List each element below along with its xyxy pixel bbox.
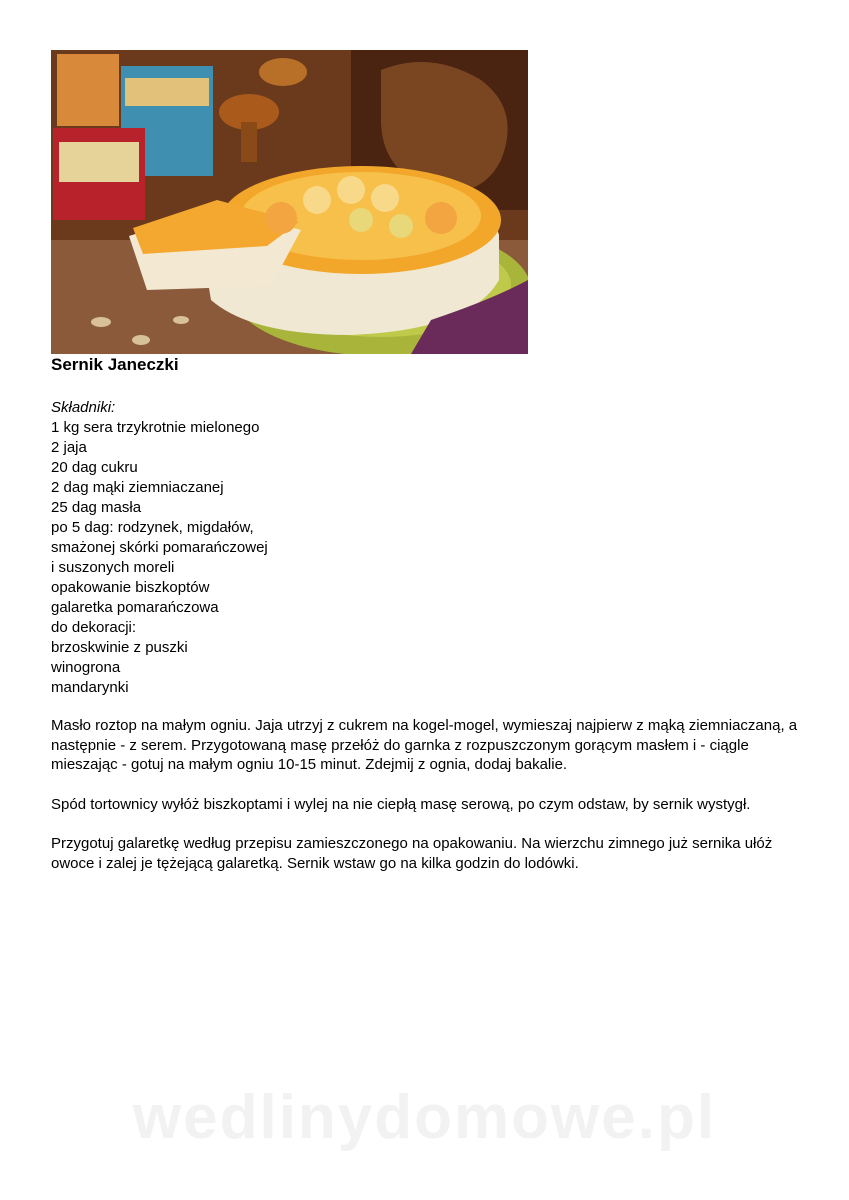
ingredient-item: 25 dag masła (51, 499, 142, 516)
ingredient-item: i suszonych moreli (51, 559, 175, 576)
ingredient-item: winogrona (51, 659, 121, 676)
ingredients-list (51, 418, 471, 698)
ingredient-item: opakowanie biszkoptów (51, 579, 210, 596)
step-paragraph: Spód tortownicy wyłóż biszkoptami i wylej na nie ciepłą masę serową, po czym odstaw, by sernik wystygł. (51, 795, 751, 813)
ingredient-item: do dekoracji: (51, 619, 137, 636)
preparation-steps (51, 716, 803, 893)
ingredient-item: galaretka pomarańczowa (51, 599, 219, 616)
recipe-title: Sernik Janeczki (51, 355, 179, 374)
ingredient-item: po 5 dag: rodzynek, migdałów, (51, 519, 254, 536)
ingredient-item: 2 jaja (51, 439, 87, 456)
cheesecake-photo (51, 50, 528, 354)
ingredients-section (51, 398, 471, 698)
ingredient-item: 20 dag cukru (51, 459, 138, 476)
ingredient-item: brzoskwinie z puszki (51, 639, 188, 656)
ingredient-item: mandarynki (51, 679, 129, 696)
ingredient-item: smażonej skórki pomarańczowej (51, 539, 268, 556)
cheesecake-illustration (51, 50, 528, 354)
site-watermark: wedlinydomowe.pl (132, 1083, 717, 1152)
ingredient-item: 1 kg sera trzykrotnie mielonego (51, 419, 260, 436)
step-paragraph: Masło roztop na małym ogniu. Jaja utrzyj z cukrem na kogel-mogel, wymieszaj najpierw z mąką ziemniaczaną, a następnie - z serem. Przygotowaną masę przełóż do garnka z rozpuszczonym gorącym masłem i - ciągle mieszając - gotuj na małym ogniu 10-15 minut. Zdejmij z ognia, dodaj bakalie. (51, 717, 798, 773)
step-paragraph: Przygotuj galaretkę według przepisu zamieszczonego na opakowaniu. Na wierzchu zimnego już sernika ułóż owoce i zalej je tężejącą galaretką. Sernik wstaw go na kilka godzin do lodówki. (51, 835, 773, 872)
ingredients-heading: Składniki: (51, 399, 116, 416)
ingredient-item: 2 dag mąki ziemniaczanej (51, 479, 224, 496)
